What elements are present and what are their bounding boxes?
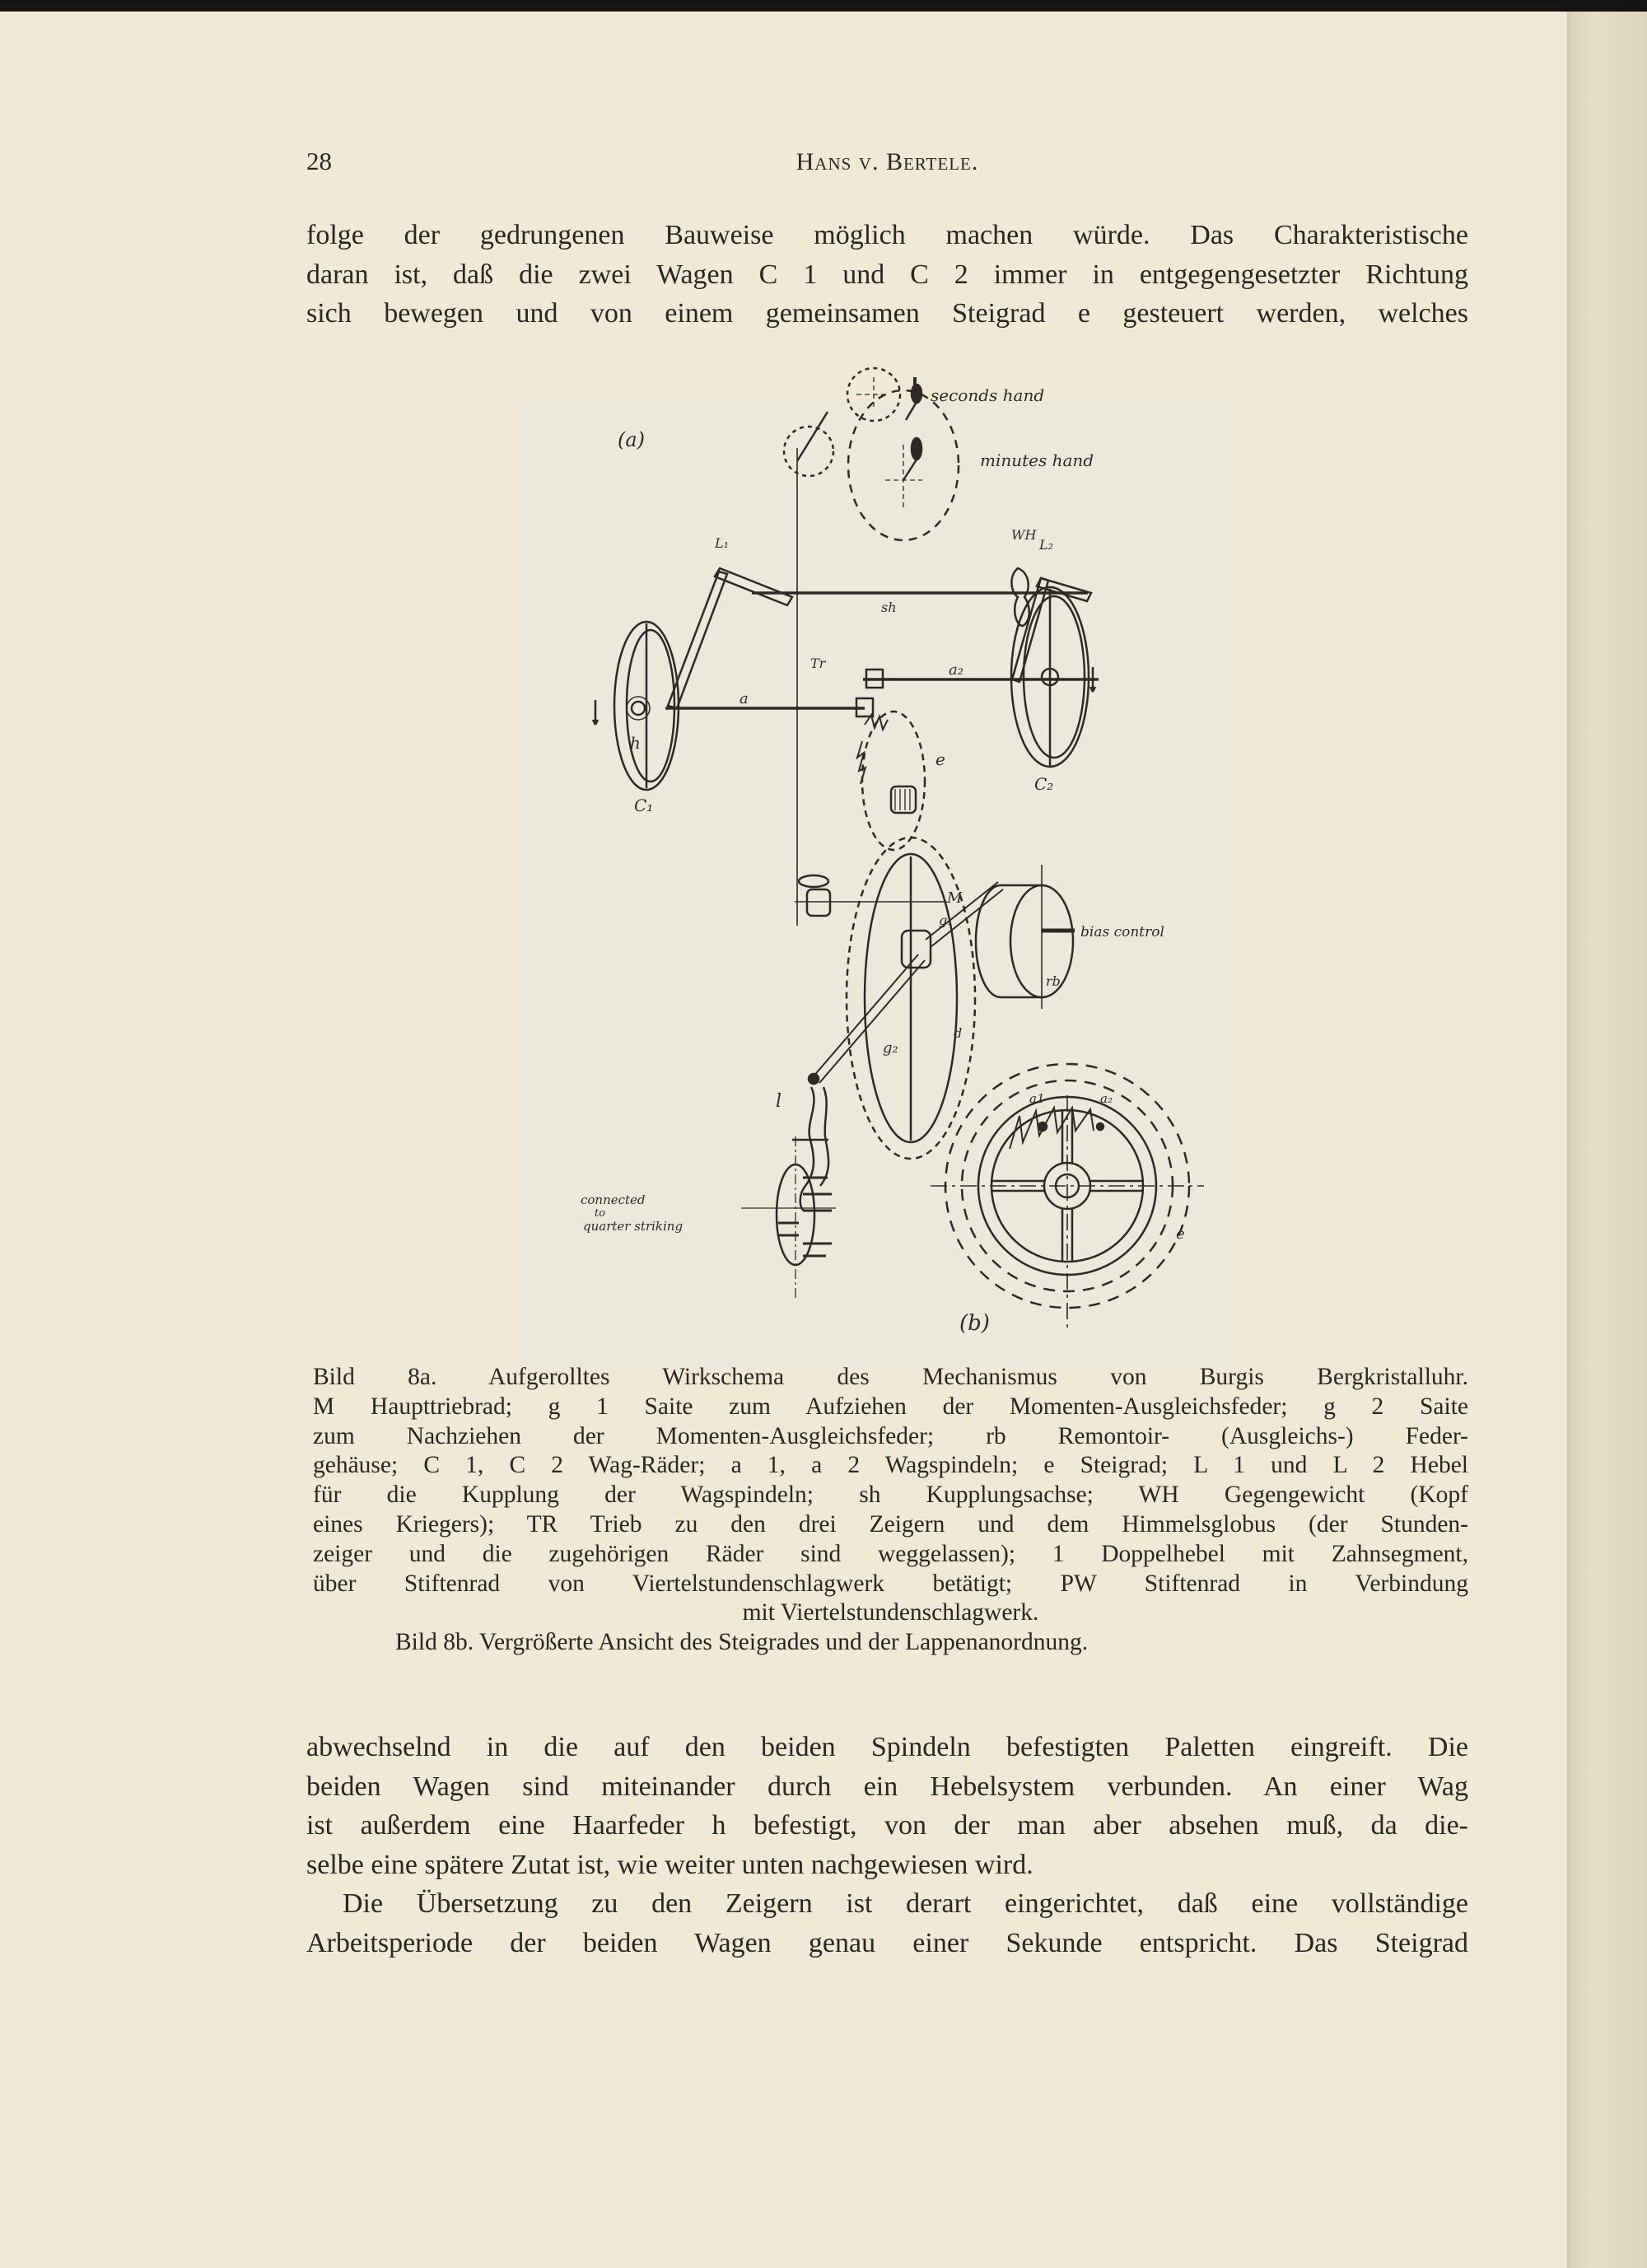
- text-line: ist außerdem eine Haarfeder h befestigt, von der man aber absehen muß, da die-: [306, 1810, 1468, 1841]
- label-rb: rb: [1046, 973, 1061, 989]
- quarter-lever: [741, 1074, 836, 1301]
- label-a2-detail: a₂: [1100, 1091, 1113, 1106]
- label-seconds-hand: seconds hand: [931, 385, 1045, 405]
- text-line: Arbeitsperiode der beiden Wagen genau einer Sekunde entspricht. Das Steigrad: [306, 1927, 1468, 1958]
- label-e-detail: e: [1176, 1225, 1185, 1243]
- text-line: sich bewegen und von einem gemeinsamen Steigrad e gesteuert werden, welches: [306, 298, 1468, 329]
- running-title: Hans v. Bertele.: [796, 148, 979, 175]
- label-L1: L₁: [715, 535, 730, 551]
- caption-line: eines Kriegers); TR Trieb zu den drei Zeigern und dem Himmelsglobus (der Stunden-: [313, 1510, 1468, 1538]
- text-line: abwechselnd in die auf den beiden Spindeln befestigten Paletten eingreift. Die: [306, 1732, 1468, 1762]
- text-line: Die Übersetzung zu den Zeigern ist derart eingerichtet, daß eine vollständige: [343, 1888, 1468, 1919]
- label-panel-b: (b): [959, 1311, 990, 1336]
- caption-line: mit Viertelstundenschlagwerk.: [742, 1599, 1039, 1626]
- caption-line: gehäuse; C 1, C 2 Wag-Räder; a 1, a 2 Wagspindeln; e Steigrad; L 1 und L 2 Hebel: [313, 1452, 1468, 1479]
- escape-and-main-wheels: [795, 712, 975, 1159]
- caption-line: Bild 8a. Aufgerolltes Wirkschema des Mechanismus von Burgis Bergkristalluhr.: [313, 1364, 1468, 1390]
- escape-wheel-detail: [931, 1064, 1204, 1330]
- page-number: 28: [306, 147, 332, 175]
- label-g2: g₂: [883, 1039, 898, 1057]
- text-line: daran ist, daß die zwei Wagen C 1 und C 2 immer in entgegengesetzter Richtung: [306, 259, 1468, 290]
- label-a: a: [740, 690, 749, 707]
- label-a2: a₂: [949, 661, 963, 679]
- text-line: selbe eine spätere Zutat ist, wie weiter unten nachgewiesen wird.: [306, 1849, 1033, 1880]
- label-panel-a: (a): [618, 428, 646, 451]
- text-line: beiden Wagen sind miteinander durch ein Hebelsystem verbunden. An einer Wag: [306, 1771, 1468, 1802]
- balance-wheels: [593, 587, 1095, 790]
- label-h: h: [630, 733, 641, 753]
- caption-line: zum Nachziehen der Momenten-Ausgleichsfeder; rb Remontoir- (Ausgleichs-) Feder-: [313, 1422, 1468, 1449]
- label-a1-detail: a1: [1029, 1091, 1045, 1106]
- body-paragraph-bottom-1: [306, 1728, 1468, 1962]
- figure-caption: [313, 1363, 1468, 1658]
- label-sh: sh: [881, 600, 897, 615]
- label-l: l: [776, 1091, 782, 1112]
- label-connected-to: to: [595, 1207, 606, 1220]
- label-WH: WH: [1011, 527, 1037, 543]
- label-Tr: Tr: [810, 656, 826, 671]
- caption-line: zeiger und die zugehörigen Räder sind weggelassen); 1 Doppelhebel mit Zahnsegment,: [313, 1540, 1468, 1567]
- caption-line: M Haupttriebrad; g 1 Saite zum Aufziehen der Momenten-Ausgleichsfeder; g 2 Saite: [313, 1393, 1468, 1420]
- text-line: folge der gedrungenen Bauweise möglich machen würde. Das Charakteristische: [306, 220, 1468, 250]
- label-C2: C₂: [1034, 774, 1054, 794]
- caption-line: für die Kupplung der Wagspindeln; sh Kupplungsachse; WH Gegengewicht (Kopf: [313, 1482, 1468, 1509]
- label-connected: connected: [581, 1192, 646, 1207]
- label-g1: g₁: [939, 912, 953, 928]
- label-quarter-striking: quarter striking: [583, 1219, 684, 1234]
- label-bias-control: bias control: [1080, 924, 1164, 940]
- label-d: d: [954, 1025, 963, 1041]
- label-C1: C₁: [634, 796, 654, 815]
- label-M: M: [947, 889, 963, 907]
- label-L2: L₂: [1039, 537, 1054, 553]
- label-e: e: [935, 749, 945, 769]
- caption-line: über Stiftenrad von Viertelstundenschlagwerk betätigt; PW Stiftenrad in Verbindung: [313, 1570, 1468, 1597]
- label-minutes-hand: minutes hand: [980, 450, 1094, 470]
- caption-line-8b: Bild 8b. Vergrößerte Ansicht des Steigrades und der Lappenanordnung.: [395, 1629, 1089, 1656]
